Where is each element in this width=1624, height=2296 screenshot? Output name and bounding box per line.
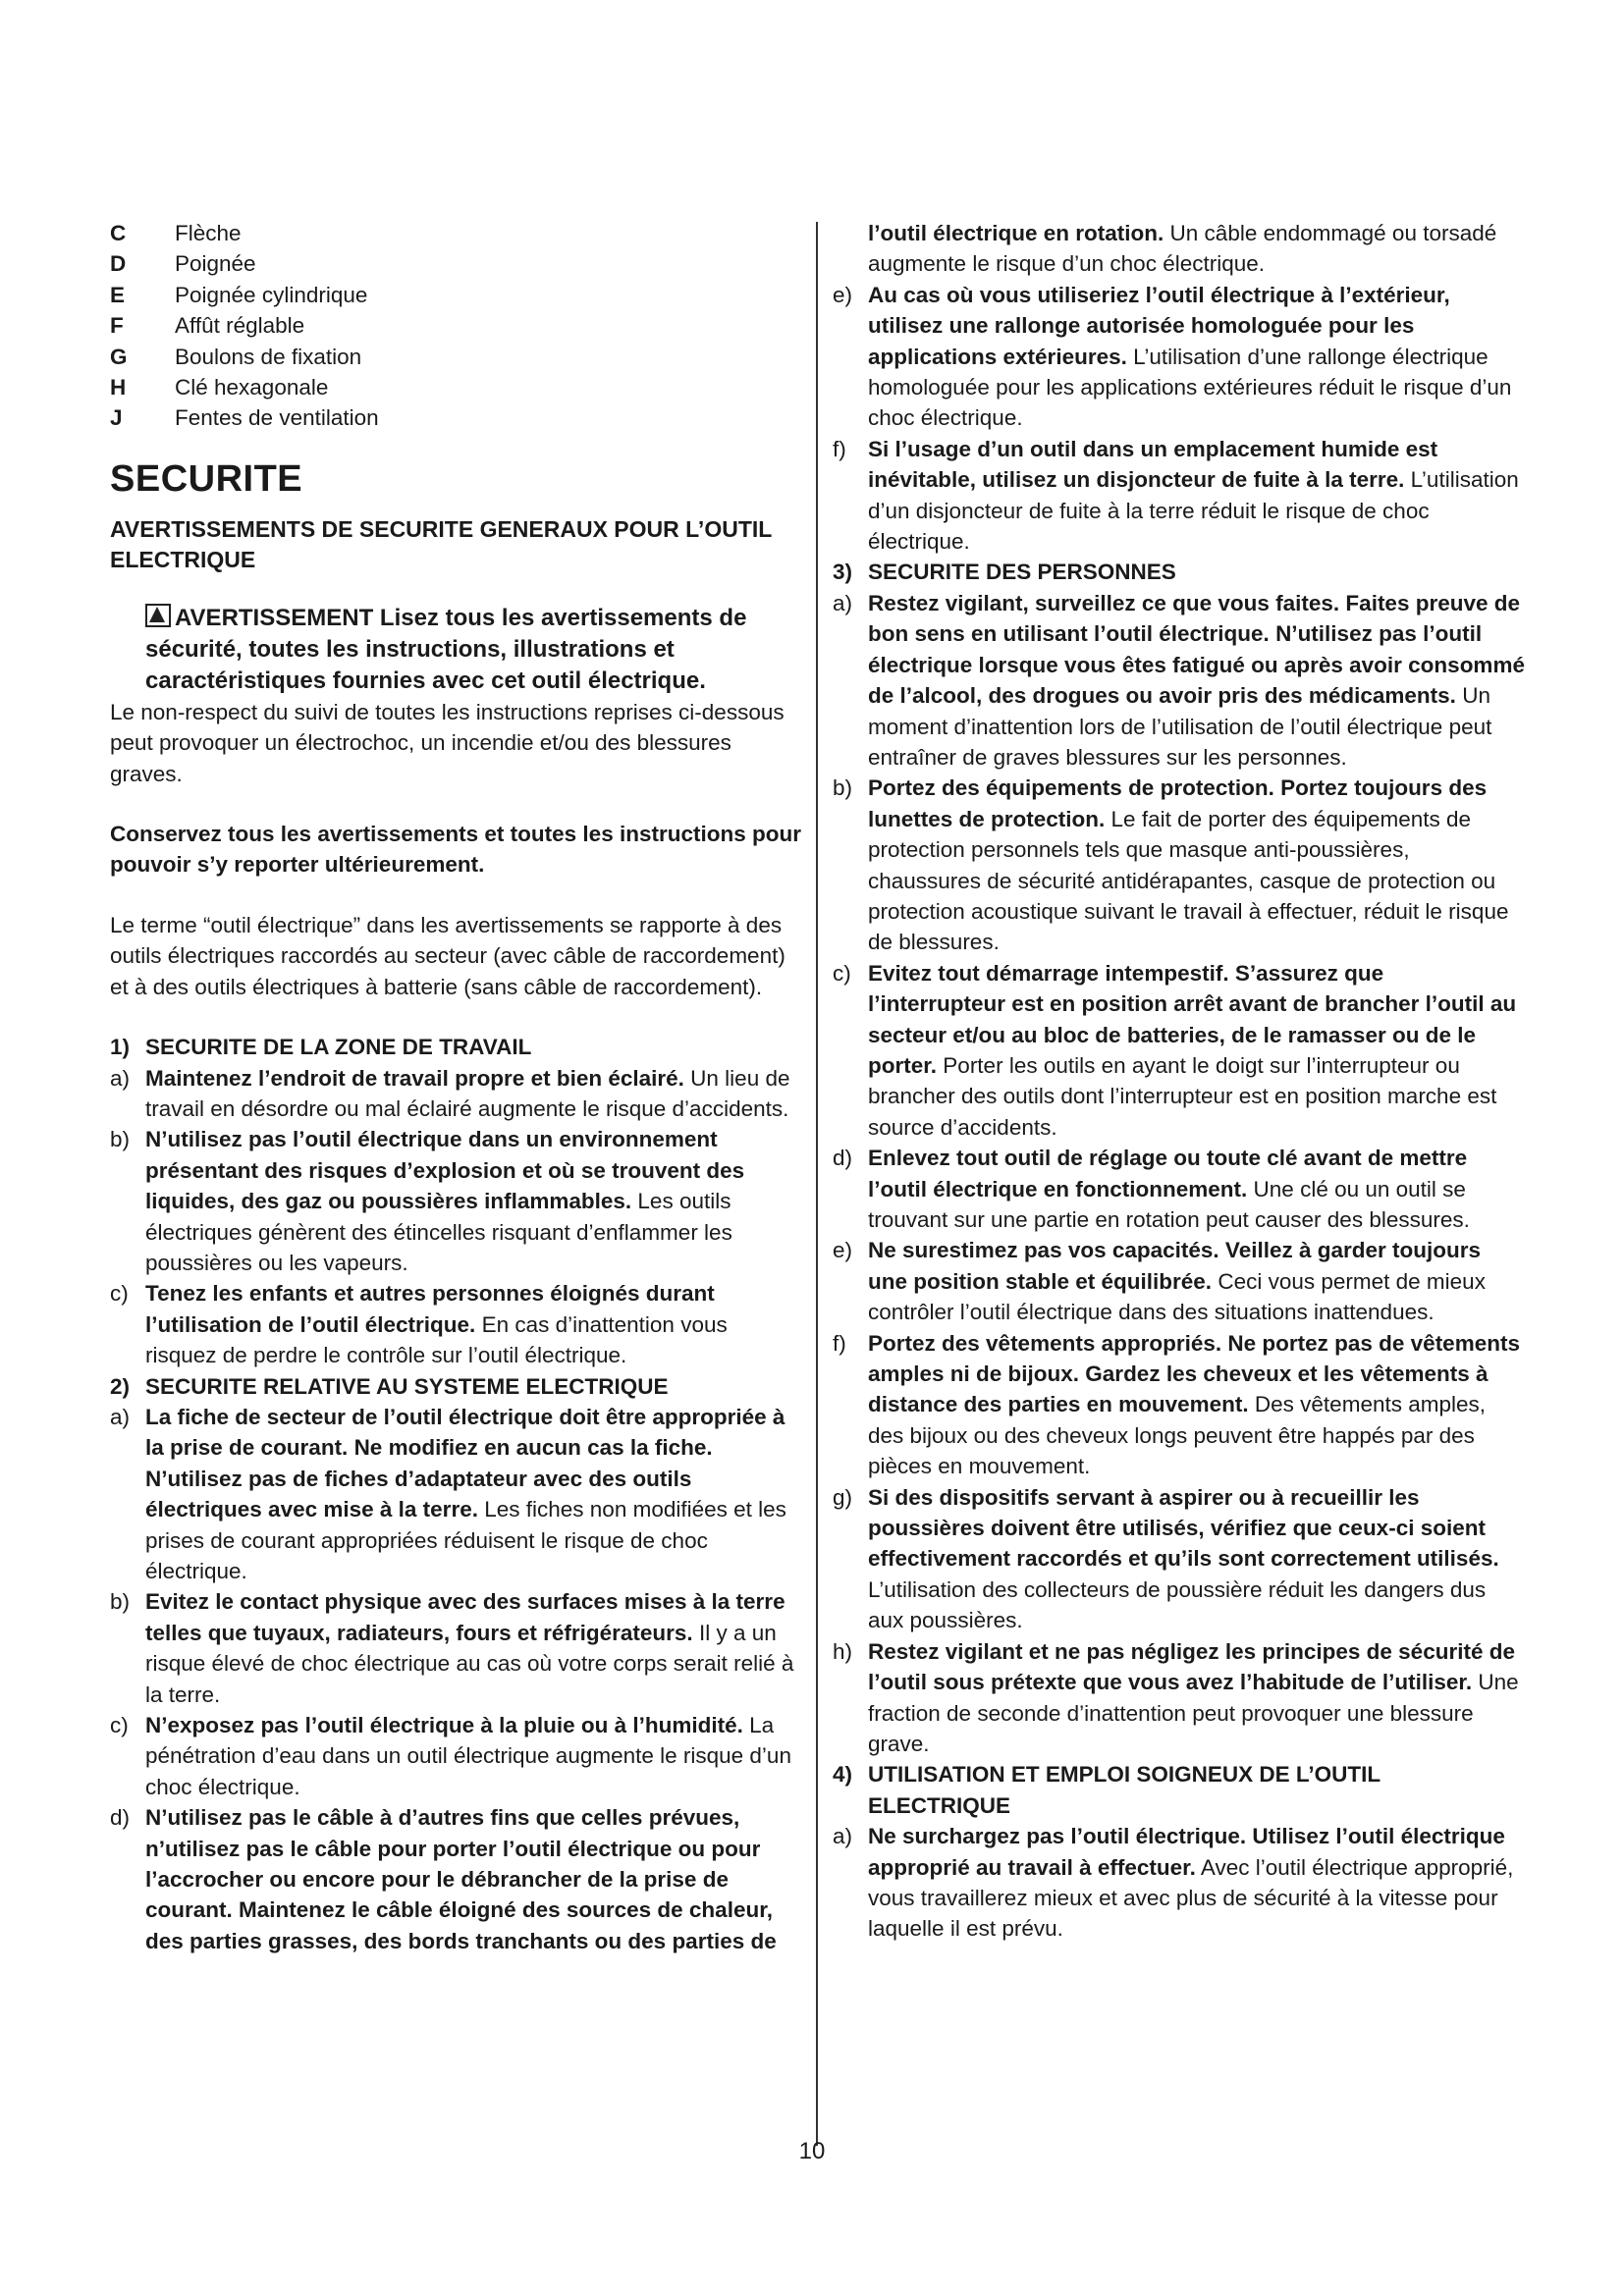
warning-paragraph: AVERTISSEMENT Lisez tous les avertissements de sécurité, toutes les instructions, illustrations et caractéristiques fournies avec cet outil électrique. xyxy=(145,604,747,694)
keep-instructions: Conservez tous les avertissements et toutes les instructions pour pouvoir s’y reporter ultérieurement. xyxy=(110,822,801,878)
list-item: e) Ne surestimez pas vos capacités. Veillez à garder toujours une position stable et équilibrée. Ceci vous permet de mieux contrôler l’outil électrique dans des situations inattendues. xyxy=(833,1238,1486,1325)
warning-icon xyxy=(145,604,171,627)
list-item: e) Au cas où vous utiliseriez l’outil électrique à l’extérieur, utilisez une rallonge autorisée homologuée pour les applications extérieures. L’utilisation d’une rallonge électrique homologuée pour les applications extérieures réduit le risque d’un choc électrique. xyxy=(833,282,1512,431)
page-number: 10 xyxy=(798,2138,826,2164)
list-item: a) Restez vigilant, surveillez ce que vous faites. Faites preuve de bon sens en utilisant l’outil électrique. N’utilisez pas l’outil électrique lorsque vous êtes fatigué ou après avoir consommé de l’alcool, des drogues ou avoir pris des médicaments. Un moment d’inattention lors de l’utilisation de l’outil électrique peut entraîner de graves blessures sur les personnes. xyxy=(833,590,1525,770)
section-heading-4: 4) UTILISATION ET EMPLOI SOIGNEUX DE L’OUTIL ELECTRIQUE xyxy=(833,1762,1380,1818)
section-heading-3: 3) SECURITE DES PERSONNES xyxy=(833,560,1176,585)
list-item: b) Evitez le contact physique avec des surfaces mises à la terre telles que tuyaux, radiateurs, fours et réfrigérateurs. Il y a un risque élevé de choc électrique au cas où votre corps serait relié à la terre. xyxy=(110,1589,794,1707)
term-paragraph: Le terme “outil électrique” dans les avertissements se rapporte à des outils électriques raccordés au secteur (avec câble de raccordement) et à des outils électriques à batterie (sans câble de raccordement). xyxy=(110,912,785,999)
section-title: SECURITE xyxy=(110,457,303,500)
list-item: c) N’exposez pas l’outil électrique à la pluie ou à l’humidité. La pénétration d’eau dans un outil électrique augmente le risque d’un choc électrique. xyxy=(110,1713,791,1799)
warning-text: Le non-respect du suivi de toutes les instructions reprises ci-dessous peut provoquer un électrochoc, un incendie et/ou des blessures graves. xyxy=(110,699,785,786)
legend-item: H Clé hexagonale xyxy=(110,375,329,400)
right-column xyxy=(833,218,1526,1945)
list-item: h) Restez vigilant et ne pas négligez les principes de sécurité de l’outil sous prétexte que vous avez l’habitude de l’utiliser. Une fraction de seconde d’inattention peut provoquer une blessure grave. xyxy=(833,1638,1519,1756)
legend-item: D Poignée xyxy=(110,251,256,277)
list-item: a) Maintenez l’endroit de travail propre et bien éclairé. Un lieu de travail en désordre ou mal éclairé augmente le risque d’accidents. xyxy=(110,1065,790,1121)
list-item: c) Evitez tout démarrage intempestif. S’assurez que l’interrupteur est en position arrêt avant de brancher l’outil au secteur et/ou au bloc de batteries, de le ramasser ou de le porter. Porter les outils en ayant le doigt sur l’interrupteur ou brancher des outils dont l’interrupteur est en position marche est source d’accidents. xyxy=(833,960,1517,1140)
list-item: f) Portez des vêtements appropriés. Ne portez pas de vêtements amples ni de bijoux. Gardez les cheveux et les vêtements à distance des parties en mouvement. Des vêtements amples, des bijoux ou des cheveux longs peuvent être happés par des pièces en mouvement. xyxy=(833,1330,1520,1479)
list-item: g) Si des dispositifs servant à aspirer ou à recueillir les poussières doivent être utilisés, vérifiez que ceux-ci soient effectivement raccordés et qu’ils sont correctement utilisés. L’utilisation des collecteurs de poussière réduit les dangers dus aux poussières. xyxy=(833,1484,1499,1633)
legend-item: G Boulons de fixation xyxy=(110,344,362,369)
section-heading-1: 1) SECURITE DE LA ZONE DE TRAVAIL xyxy=(110,1035,532,1060)
list-item: b) Portez des équipements de protection. Portez toujours des lunettes de protection. Le fait de porter des équipements de protection personnels tels que masque anti-poussières, chaussures de sécurité antidérapantes, casque de protection ou protection acoustique suivant le travail à effectuer, réduit le risque de blessures. xyxy=(833,775,1509,955)
list-item: d) N’utilisez pas le câble à d’autres fins que celles prévues, n’utilisez pas le câble pour porter l’outil électrique ou pour l’accrocher ou encore pour le débrancher de la prise de courant. Maintenez le câble éloigné des sources de chaleur, des parties grasses, des bords tranchants ou des parties de xyxy=(110,1805,777,1953)
list-item: f) Si l’usage d’un outil dans un emplacement humide est inévitable, utilisez un disjoncteur de fuite à la terre. L’utilisation d’un disjoncteur de fuite à la terre réduit le risque de choc électrique. xyxy=(833,436,1519,555)
legend-item: E Poignée cylindrique xyxy=(110,282,368,307)
list-item: d) Enlevez tout outil de réglage ou toute clé avant de mettre l’outil électrique en fonctionnement. Une clé ou un outil se trouvant sur une partie en rotation peut causer des blessures. xyxy=(833,1146,1470,1232)
legend-item: J Fentes de ventilation xyxy=(110,405,379,431)
list-item: c) Tenez les enfants et autres personnes éloignés durant l’utilisation de l’outil électrique. En cas d’inattention vous risquez de perdre le contrôle sur l’outil électrique. xyxy=(110,1281,728,1368)
list-item: a) Ne surchargez pas l’outil électrique. Utilisez l’outil électrique approprié au travail à effectuer. Avec l’outil électrique approprié, vous travaillerez mieux et avec plus de sécurité à la vitesse pour laquelle il est prévu. xyxy=(833,1824,1514,1942)
legend-item: C Flèche xyxy=(110,221,242,245)
column-divider xyxy=(816,222,818,2146)
section-heading-2: 2) SECURITE RELATIVE AU SYSTEME ELECTRIQUE xyxy=(110,1373,669,1399)
parts-legend xyxy=(110,218,803,434)
legend-item: F Affût réglable xyxy=(110,313,305,339)
section-subtitle: AVERTISSEMENTS DE SECURITE GENERAUX POUR L’OUTIL ELECTRIQUE xyxy=(110,515,772,572)
list-item-continued: l’outil électrique en rotation. Un câble endommagé ou torsadé augmente le risque d’un choc électrique. xyxy=(868,221,1497,277)
list-item: b) N’utilisez pas l’outil électrique dans un environnement présentant des risques d’explosion et où se trouvent des liquides, des gaz ou poussières inflammables. Les outils électriques génèrent des étincelles risquant d’enflammer les poussières ou les vapeurs. xyxy=(110,1127,745,1275)
list-item: a) La fiche de secteur de l’outil électrique doit être appropriée à la prise de courant. Ne modifiez en aucun cas la fiche. N’utilisez pas de fiches d’adaptateur avec des outils électriques avec mise à la terre. Les fiches non modifiées et les prises de courant appropriées réduisent le risque de choc électrique. xyxy=(110,1404,786,1583)
left-column xyxy=(110,218,803,1956)
